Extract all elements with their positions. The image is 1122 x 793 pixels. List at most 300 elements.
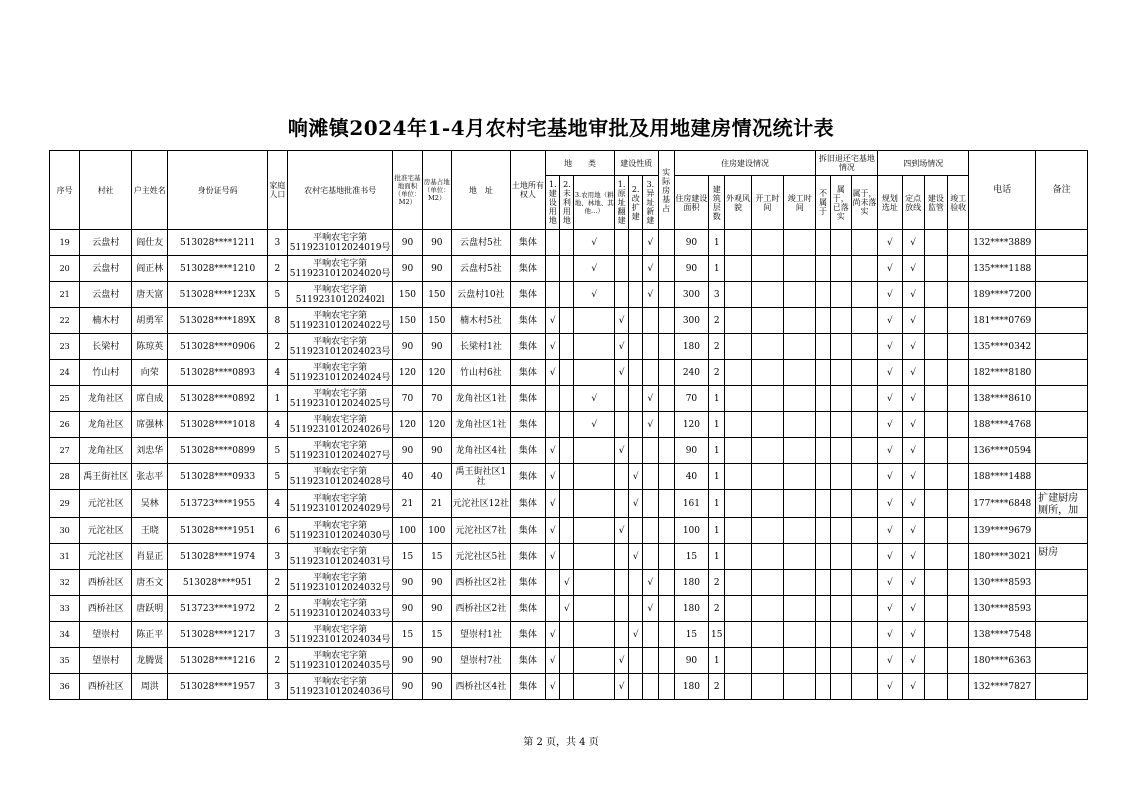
cell-h-done [784, 438, 816, 464]
cell-onsite-3 [924, 438, 947, 464]
cell-approved: 40 [393, 464, 422, 490]
cell-id: 513028****1957 [168, 674, 267, 700]
cell-h-done [784, 230, 816, 256]
table-row [50, 438, 1088, 464]
cell-family: 4 [267, 360, 287, 386]
header-land-owner: 土地所有权人 [510, 151, 545, 230]
cell-village: 龙角社区 [80, 412, 132, 438]
table-row [50, 230, 1088, 256]
cell-d3 [851, 648, 877, 674]
statistics-table [49, 150, 1088, 700]
cell-build-nature-3: √ [643, 386, 658, 412]
header-o4: 竣工验收 [948, 176, 969, 230]
cell-owner: 刘忠华 [132, 438, 168, 464]
cert-prefix: 平响农宅字第 [313, 284, 368, 295]
cell-approved: 90 [393, 674, 422, 700]
cell-family: 2 [267, 570, 287, 596]
cell-d1 [816, 308, 830, 334]
cell-onsite-1: √ [878, 518, 902, 544]
cell-land-type-1 [546, 596, 560, 622]
cert-prefix: 平响农宅字第 [313, 546, 368, 557]
cell-cert [287, 570, 392, 596]
cell-owner: 陈琼英 [132, 334, 168, 360]
cell-land-type-2: √ [560, 570, 574, 596]
cell-land-owner: 集体 [510, 490, 545, 518]
cell-onsite-3 [924, 490, 947, 518]
cell-land-type-1 [546, 230, 560, 256]
cell-remark [1036, 674, 1088, 700]
cell-build-nature-3: √ [643, 282, 658, 308]
header-build-nature: 建设性质 [614, 151, 658, 176]
cell-remark [1036, 518, 1088, 544]
cell-h-area: 90 [674, 230, 708, 256]
cell-build-nature-3 [643, 308, 658, 334]
cell-actual [658, 674, 674, 700]
cell-d3 [851, 282, 877, 308]
cert-number: 5119231012024023号 [289, 346, 391, 357]
cell-h-area: 300 [674, 308, 708, 334]
cell-build-nature-2 [629, 282, 643, 308]
header-owner: 户主姓名 [132, 151, 168, 230]
cell-land-type-3 [574, 674, 615, 700]
cell-land-type-1 [546, 386, 560, 412]
cell-village: 元沱社区 [80, 490, 132, 518]
cell-address: 龙角社区4社 [451, 438, 510, 464]
cell-d3 [851, 230, 877, 256]
cell-land-type-1 [546, 256, 560, 282]
cell-seq: 21 [50, 282, 80, 308]
cell-h-done [784, 334, 816, 360]
cell-address: 竹山村6社 [451, 360, 510, 386]
cell-h-style [725, 412, 751, 438]
cell-onsite-2: √ [902, 360, 924, 386]
cell-village: 西桥社区 [80, 596, 132, 622]
cell-onsite-1: √ [878, 596, 902, 622]
cell-land-type-2 [560, 622, 574, 648]
cell-land-owner: 集体 [510, 334, 545, 360]
header-seq: 序号 [50, 151, 80, 230]
cell-h-start [751, 490, 783, 518]
cell-family: 1 [267, 386, 287, 412]
cell-land-type-2 [560, 544, 574, 570]
cell-cert [287, 360, 392, 386]
cell-seq: 34 [50, 622, 80, 648]
cell-house: 70 [422, 386, 451, 412]
cell-approved: 90 [393, 596, 422, 622]
cell-land-type-2 [560, 282, 574, 308]
cell-onsite-3 [924, 282, 947, 308]
cell-onsite-2: √ [902, 256, 924, 282]
cell-onsite-1: √ [878, 230, 902, 256]
cell-remark [1036, 596, 1088, 622]
cell-land-owner: 集体 [510, 230, 545, 256]
cell-h-style [725, 230, 751, 256]
cell-cert [287, 544, 392, 570]
cell-build-nature-2 [629, 518, 643, 544]
cell-onsite-3 [924, 256, 947, 282]
table-body [50, 230, 1088, 700]
cell-phone: 138****7548 [969, 622, 1036, 648]
cell-seq: 35 [50, 648, 80, 674]
cell-h-done [784, 360, 816, 386]
cell-h-done [784, 464, 816, 490]
cell-remark: 扩建厨房厕所，加 [1036, 490, 1088, 518]
cell-cert [287, 490, 392, 518]
cell-h-done [784, 648, 816, 674]
cell-d1 [816, 596, 830, 622]
cell-d2 [830, 256, 851, 282]
cell-approved: 100 [393, 518, 422, 544]
cell-build-nature-2 [629, 230, 643, 256]
cell-land-type-1: √ [546, 544, 560, 570]
cell-house: 21 [422, 490, 451, 518]
cell-d1 [816, 360, 830, 386]
cell-d2 [830, 438, 851, 464]
cell-id: 513028****1974 [168, 544, 267, 570]
header-house-area: 房基占地（单位：M2） [422, 151, 451, 230]
cell-onsite-2: √ [902, 674, 924, 700]
table-row [50, 464, 1088, 490]
cell-family: 4 [267, 490, 287, 518]
cell-h-floors: 2 [709, 596, 725, 622]
header-h-floors: 建筑层数 [709, 176, 725, 230]
cell-id: 513028****1951 [168, 518, 267, 544]
cell-village: 元沱社区 [80, 518, 132, 544]
cell-id: 513028****1217 [168, 622, 267, 648]
cell-land-owner: 集体 [510, 464, 545, 490]
cell-h-start [751, 256, 783, 282]
cell-approved: 90 [393, 648, 422, 674]
cell-d2 [830, 648, 851, 674]
cell-onsite-4 [948, 674, 969, 700]
cell-onsite-1: √ [878, 256, 902, 282]
cell-onsite-3 [924, 596, 947, 622]
cell-d3 [851, 386, 877, 412]
cell-d1 [816, 490, 830, 518]
header-housing: 住房建设情况 [674, 151, 816, 176]
cell-onsite-3 [924, 518, 947, 544]
cell-id: 513723****1955 [168, 490, 267, 518]
cell-land-type-3 [574, 438, 615, 464]
cell-onsite-3 [924, 308, 947, 334]
cell-build-nature-3 [643, 464, 658, 490]
cell-build-nature-2 [629, 648, 643, 674]
cell-d1 [816, 464, 830, 490]
cell-approved: 120 [393, 412, 422, 438]
cert-prefix: 平响农宅字第 [313, 232, 368, 243]
cell-h-area: 90 [674, 648, 708, 674]
cell-build-nature-1 [614, 622, 628, 648]
header-lt2: 2.未利用地 [560, 176, 574, 230]
cell-family: 4 [267, 412, 287, 438]
cell-house: 90 [422, 256, 451, 282]
header-id: 身份证号码 [168, 151, 267, 230]
cell-house: 150 [422, 282, 451, 308]
cell-cert [287, 308, 392, 334]
cell-h-done [784, 622, 816, 648]
cell-seq: 29 [50, 490, 80, 518]
cell-h-floors: 1 [709, 438, 725, 464]
header-village: 村社 [80, 151, 132, 230]
cell-seq: 28 [50, 464, 80, 490]
table-row [50, 386, 1088, 412]
cell-land-type-3 [574, 464, 615, 490]
cell-actual [658, 570, 674, 596]
cell-build-nature-3 [643, 360, 658, 386]
cell-d1 [816, 622, 830, 648]
table-header [50, 151, 1088, 230]
cell-family: 5 [267, 438, 287, 464]
cell-id: 513723****1972 [168, 596, 267, 622]
cell-d1 [816, 230, 830, 256]
cell-phone: 130****8593 [969, 596, 1036, 622]
cell-h-floors: 1 [709, 518, 725, 544]
cell-id: 513028****1210 [168, 256, 267, 282]
cell-owner: 唐丕文 [132, 570, 168, 596]
cert-number: 5119231012024020号 [289, 268, 391, 279]
cell-build-nature-1 [614, 596, 628, 622]
cell-build-nature-3 [643, 490, 658, 518]
cell-address: 云盘村5社 [451, 230, 510, 256]
cell-h-floors: 15 [709, 622, 725, 648]
cell-phone: 139****9679 [969, 518, 1036, 544]
cell-phone: 181****0769 [969, 308, 1036, 334]
cert-prefix: 平响农宅字第 [313, 650, 368, 661]
table-row [50, 596, 1088, 622]
cell-d3 [851, 256, 877, 282]
cell-family: 2 [267, 256, 287, 282]
cell-owner: 周洪 [132, 674, 168, 700]
cell-land-owner: 集体 [510, 518, 545, 544]
cell-d2 [830, 412, 851, 438]
cell-d3 [851, 674, 877, 700]
cell-build-nature-1 [614, 412, 628, 438]
cell-onsite-4 [948, 412, 969, 438]
cert-number: 5119231012024036号 [289, 686, 391, 697]
cell-onsite-4 [948, 282, 969, 308]
cell-approved: 21 [393, 490, 422, 518]
cell-h-start [751, 438, 783, 464]
cell-build-nature-1 [614, 464, 628, 490]
cell-owner: 龙腾贤 [132, 648, 168, 674]
cell-build-nature-3 [643, 648, 658, 674]
cell-house: 40 [422, 464, 451, 490]
cell-build-nature-3 [643, 544, 658, 570]
cell-d2 [830, 230, 851, 256]
header-d3: 属于，尚未落实 [851, 176, 877, 230]
cert-number: 5119231012024027号 [289, 450, 391, 461]
cell-land-type-3 [574, 622, 615, 648]
cell-h-area: 40 [674, 464, 708, 490]
cell-land-type-3: √ [574, 256, 615, 282]
cell-address: 西桥社区2社 [451, 596, 510, 622]
cell-owner: 胡勇军 [132, 308, 168, 334]
cell-id: 513028****1211 [168, 230, 267, 256]
cell-family: 2 [267, 648, 287, 674]
cell-land-owner: 集体 [510, 282, 545, 308]
cell-owner: 唐跃明 [132, 596, 168, 622]
cell-onsite-4 [948, 464, 969, 490]
page-number: 第 2 页，共 4 页 [523, 737, 599, 748]
header-phone: 电话 [969, 151, 1036, 230]
cell-land-type-1: √ [546, 464, 560, 490]
header-h-start: 开工时间 [751, 176, 783, 230]
cell-land-type-1 [546, 412, 560, 438]
cell-owner: 吴林 [132, 490, 168, 518]
header-o1: 规划选址 [878, 176, 902, 230]
cell-build-nature-2 [629, 570, 643, 596]
cell-onsite-1: √ [878, 544, 902, 570]
cell-h-start [751, 544, 783, 570]
cell-approved: 90 [393, 334, 422, 360]
cell-h-style [725, 438, 751, 464]
cell-remark [1036, 438, 1088, 464]
cell-h-area: 240 [674, 360, 708, 386]
cell-land-type-3: √ [574, 282, 615, 308]
table-row [50, 256, 1088, 282]
cell-owner: 席强林 [132, 412, 168, 438]
cell-build-nature-2: √ [629, 544, 643, 570]
cell-d2 [830, 570, 851, 596]
header-bn3: 3.异址新建 [643, 176, 658, 230]
cell-owner: 席自成 [132, 386, 168, 412]
cell-land-type-3: √ [574, 230, 615, 256]
cell-h-floors: 2 [709, 570, 725, 596]
cell-seq: 30 [50, 518, 80, 544]
cell-phone: 132****3889 [969, 230, 1036, 256]
cell-onsite-4 [948, 518, 969, 544]
cell-seq: 25 [50, 386, 80, 412]
cell-village: 西桥社区 [80, 570, 132, 596]
cell-actual [658, 648, 674, 674]
cell-build-nature-3: √ [643, 230, 658, 256]
cell-onsite-1: √ [878, 490, 902, 518]
cell-h-start [751, 518, 783, 544]
cell-land-type-3 [574, 518, 615, 544]
cell-land-type-1: √ [546, 360, 560, 386]
cell-land-type-2 [560, 334, 574, 360]
cell-actual [658, 544, 674, 570]
cell-land-type-2 [560, 438, 574, 464]
cell-land-type-2 [560, 256, 574, 282]
cert-number: 5119231012024024号 [289, 372, 391, 383]
table-row [50, 490, 1088, 518]
cell-h-done [784, 490, 816, 518]
cell-onsite-1: √ [878, 438, 902, 464]
cell-seq: 31 [50, 544, 80, 570]
table-row [50, 360, 1088, 386]
cell-h-floors: 1 [709, 648, 725, 674]
cert-prefix: 平响农宅字第 [313, 624, 368, 635]
cell-build-nature-1: √ [614, 308, 628, 334]
cell-id: 513028****0906 [168, 334, 267, 360]
cell-owner: 向荣 [132, 360, 168, 386]
cell-actual [658, 334, 674, 360]
cell-h-style [725, 622, 751, 648]
header-lt3: 3.农用地（耕地、林地、其他…） [574, 176, 615, 230]
cell-h-start [751, 596, 783, 622]
cell-onsite-4 [948, 570, 969, 596]
cell-h-start [751, 230, 783, 256]
cell-phone: 130****8593 [969, 570, 1036, 596]
cell-village: 云盘村 [80, 256, 132, 282]
cell-approved: 90 [393, 570, 422, 596]
cell-d3 [851, 464, 877, 490]
cell-seq: 20 [50, 256, 80, 282]
cell-d1 [816, 386, 830, 412]
cert-prefix: 平响农宅字第 [313, 493, 368, 504]
cell-phone: 180****6363 [969, 648, 1036, 674]
cell-id: 513028****0933 [168, 464, 267, 490]
cell-land-type-3 [574, 648, 615, 674]
cell-remark [1036, 648, 1088, 674]
cell-village: 云盘村 [80, 230, 132, 256]
cell-h-floors: 1 [709, 230, 725, 256]
cell-land-owner: 集体 [510, 438, 545, 464]
cell-remark [1036, 360, 1088, 386]
cert-number: 5119231012024033号 [289, 608, 391, 619]
cell-land-owner: 集体 [510, 674, 545, 700]
cell-phone: 180****3021 [969, 544, 1036, 570]
cell-h-style [725, 544, 751, 570]
cell-onsite-1: √ [878, 674, 902, 700]
cell-h-style [725, 256, 751, 282]
cell-address: 望崇村1社 [451, 622, 510, 648]
cell-village: 元沱社区 [80, 544, 132, 570]
cell-id: 513028****123X [168, 282, 267, 308]
cell-d1 [816, 282, 830, 308]
cell-d3 [851, 544, 877, 570]
cell-d2 [830, 674, 851, 700]
cell-d3 [851, 308, 877, 334]
cell-house: 150 [422, 308, 451, 334]
cell-onsite-1: √ [878, 464, 902, 490]
cell-d3 [851, 438, 877, 464]
cell-build-nature-3: √ [643, 256, 658, 282]
cell-actual [658, 438, 674, 464]
cell-land-type-2 [560, 674, 574, 700]
cell-phone: 138****8610 [969, 386, 1036, 412]
table-row [50, 412, 1088, 438]
cell-onsite-3 [924, 334, 947, 360]
cell-phone: 135****1188 [969, 256, 1036, 282]
cell-owner: 阎正林 [132, 256, 168, 282]
cell-h-floors: 1 [709, 256, 725, 282]
cell-onsite-4 [948, 648, 969, 674]
cert-prefix: 平响农宅字第 [313, 520, 368, 531]
cell-family: 6 [267, 518, 287, 544]
cell-d3 [851, 596, 877, 622]
cell-remark [1036, 256, 1088, 282]
table-row [50, 570, 1088, 596]
cert-number: 5119231012024029号 [289, 503, 391, 514]
cell-owner: 王晓 [132, 518, 168, 544]
cell-build-nature-1 [614, 570, 628, 596]
cell-build-nature-2 [629, 308, 643, 334]
cell-remark [1036, 282, 1088, 308]
cell-build-nature-1: √ [614, 648, 628, 674]
cell-phone: 189****7200 [969, 282, 1036, 308]
cell-approved: 15 [393, 544, 422, 570]
cert-number: 5119231012024030号 [289, 530, 391, 541]
cell-address: 云盘村5社 [451, 256, 510, 282]
header-o3: 建设监管 [924, 176, 947, 230]
cell-d2 [830, 334, 851, 360]
cell-onsite-2: √ [902, 490, 924, 518]
cell-h-done [784, 674, 816, 700]
cell-onsite-4 [948, 308, 969, 334]
cell-onsite-3 [924, 570, 947, 596]
